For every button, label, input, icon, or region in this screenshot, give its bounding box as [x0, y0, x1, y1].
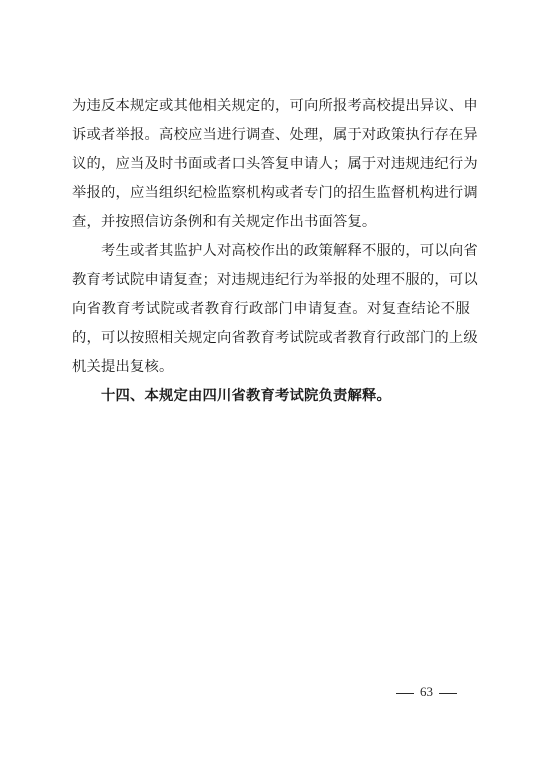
text-line: 诉或者举报。高校应当进行调查、处理，属于对政策执行存在异 [72, 127, 478, 143]
page-number: 63 [420, 684, 433, 699]
text-line: 的，可以按照相关规定向省教育考试院或者教育行政部门的上级 [72, 330, 478, 346]
footer-dash-left [396, 693, 414, 694]
text-line: 十四、本规定由四川省教育考试院负责解释。 [101, 388, 391, 404]
paragraph-2 [72, 237, 478, 382]
text-line: 考生或者其监护人对高校作出的政策解释不服的，可以向省 [101, 243, 478, 259]
text-line: 查，并按照信访条例和有关规定作出书面答复。 [72, 214, 377, 230]
page-footer [390, 684, 463, 700]
text-line: 教育考试院申请复查；对违规违纪行为举报的处理不服的，可以 [72, 272, 478, 288]
footer-dash-right [439, 693, 457, 694]
text-line: 议的，应当及时书面或者口头答复申请人；属于对违规违纪行为 [72, 156, 478, 172]
paragraph-3 [72, 382, 470, 411]
text-line: 向省教育考试院或者教育行政部门申请复查。对复查结论不服 [72, 301, 470, 317]
document-body [72, 92, 478, 411]
text-line: 机关提出复核。 [72, 359, 174, 375]
text-line: 举报的，应当组织纪检监察机构或者专门的招生监督机构进行调 [72, 185, 478, 201]
text-line: 为违反本规定或其他相关规定的，可向所报考高校提出异议、申 [72, 98, 478, 114]
paragraph-1 [72, 92, 478, 237]
